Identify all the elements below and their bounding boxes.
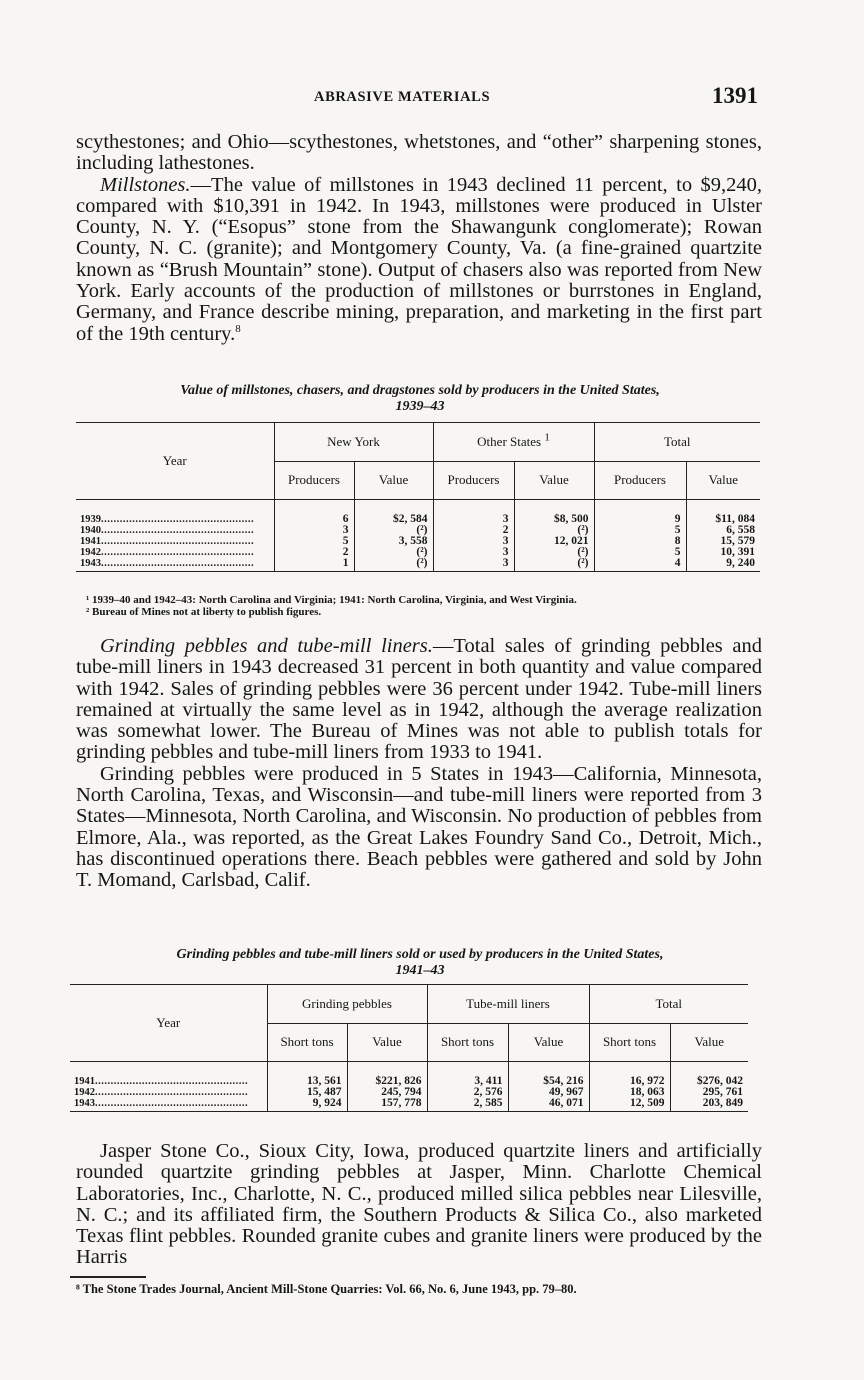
table-2-subheader: Short tons: [589, 1023, 670, 1061]
table-1-year-header: Year: [76, 423, 274, 499]
table-2-group-header: Total: [589, 985, 748, 1023]
paragraph-jasper-stone: Jasper Stone Co., Sioux City, Iowa, produced quartzite liners and artificially rounded quartzite grinding pebbles at Jasper, Minn. Charlotte Chemical Laboratories, Inc., Charlotte, N. C., produced milled silica pebbles near Lilesville, N. C.; and its affiliated firm, the Southern Products & Silica Co., also marketed Texas flint pebbles. Rounded granite cubes and granite liners were produced by the Harris: [76, 1140, 762, 1269]
table-1-caption-line-2: 1939–43: [395, 399, 445, 414]
table-row: 1941................................................. 13, 561 $221, 826 3, 411 $54, 216 16, 972 $276, 042: [70, 1076, 748, 1087]
text-block-top: [76, 132, 762, 345]
table-2-group-header: Grinding pebbles: [267, 985, 427, 1023]
table-1-subheader: Producers: [594, 461, 686, 499]
running-head: ABRASIVE MATERIALS: [314, 89, 491, 105]
table-1-caption: [70, 383, 770, 415]
table-2-year-header: Year: [70, 985, 267, 1061]
text-block-bottom: [76, 1141, 762, 1269]
table-1-group-header: Other States $^1$: [433, 423, 594, 461]
table-row: 1943................................................. 1 (²) 3 (²) 4 9, 240: [76, 558, 760, 572]
table-2-subheader: Short tons: [427, 1023, 508, 1061]
table-1-group-header: Total: [594, 423, 760, 461]
page-number: 1391: [712, 83, 758, 108]
table-2-subheader: Short tons: [267, 1023, 347, 1061]
grinding-pebbles-text: —Total sales of grinding pebbles and tube-mill liners in 1943 decreased 31 percent in both quantity and value compared with 1942. Sales of grinding pebbles were 36 percent under 1942. Tube-mill liners remained at virtually the same level as in 1942, although the average realization was somewhat lower. The Bureau of Mines was not able to publish totals for grinding pebbles and tube-mill liners from 1933 to 1941.: [76, 635, 762, 764]
grinding-pebbles-lead: Grinding pebbles and tube-mill liners.: [100, 635, 433, 657]
millstones-lead: Millstones.: [100, 173, 191, 196]
table-1-footnotes: [86, 594, 766, 618]
table-row: 1941................................................. 5 3, 558 3 12, 021 8 15, 579: [76, 536, 760, 547]
table-row: 1939................................................. 6 $2, 584 3 $8, 500 9 $11, 084: [76, 514, 760, 525]
footnote-8: ⁸ The Stone Trades Journal, Ancient Mill-Stone Quarries: Vol. 66, No. 6, June 1943, pp. 79–80.: [76, 1282, 577, 1296]
table-2-group-header: Tube-mill liners: [427, 985, 589, 1023]
millstones-text: —The value of millstones in 1943 declined 11 percent, to $9,240, compared with $10,391 in 1942. In 1943, millstones were produced in Ulster County, N. Y. (“Esopus” stone from the Shawangunk conglomerate); Rowan County, N. C. (granite); and Montgomery County, Va. (a fine-grained quartzite known as “Brush Mountain” stone). Output of chasers also was reported from New York. Early accounts of the production of millstones or burrstones in England, Germany, and France describe mining, preparation, and marketing in the first part of the 19th century.: [76, 173, 762, 345]
table-1-subheader: Producers: [274, 461, 354, 499]
table-1-group-header: New York: [274, 423, 433, 461]
table-row: 1942................................................. 15, 487 245, 794 2, 576 49, 967 18, 063 295, 761: [70, 1087, 748, 1098]
table-1-subheader: Value: [354, 461, 433, 499]
table-1: [76, 423, 760, 572]
paragraph-states: Grinding pebbles were produced in 5 States in 1943—California, Minnesota, North Carolina, Texas, and Wisconsin—and tube-mill liners were reported from 3 States—Minnesota, North Carolina, and Wisconsin. No production of pebbles from Elmore, Ala., was reported, as the Great Lakes Foundry Sand Co., Detroit, Mich., has discontinued operations there. Beach pebbles were gathered and sold by John T. Momand, Carlsbad, Calif.: [76, 762, 762, 892]
table-2-subheader: Value: [670, 1023, 748, 1061]
table-row: 1943................................................. 9, 924 157, 778 2, 585 46, 071 12, 509 203, 849: [70, 1098, 748, 1112]
footnote-ref-8: 8: [235, 322, 241, 335]
table-1-footnote-1: ¹ 1939–40 and 1942–43: North Carolina and Virginia; 1941: North Carolina, Virginia, and West Virginia.: [86, 594, 577, 606]
paragraph-millstones: [76, 175, 762, 345]
table-2-caption-line-1: Grinding pebbles and tube-mill liners sold or used by producers in the United States,: [176, 947, 664, 962]
paragraph-scythestones: scythestones; and Ohio—scythestones, whetstones, and “other” sharpening stones, including lathestones.: [76, 131, 762, 175]
table-2-subheader: Value: [508, 1023, 589, 1061]
footnote-rule: [70, 1276, 146, 1278]
table-row: 1940................................................. 3 (²) 2 (²) 5 6, 558: [76, 525, 760, 536]
table-1-subheader: Value: [514, 461, 594, 499]
table-2: [70, 985, 748, 1112]
text-block-middle: [76, 636, 762, 892]
table-1-subheader: Value: [686, 461, 760, 499]
table-2-caption: [70, 947, 770, 979]
paragraph-grinding-pebbles: [76, 636, 762, 764]
table-2-caption-line-2: 1941–43: [395, 963, 445, 978]
table-1-footnote-2: ² Bureau of Mines not at liberty to publish figures.: [86, 606, 322, 618]
table-1-caption-line-1: Value of millstones, chasers, and dragstones sold by producers in the United States,: [180, 383, 660, 398]
table-row: 1942................................................. 2 (²) 3 (²) 5 10, 391: [76, 547, 760, 558]
table-2-subheader: Value: [347, 1023, 427, 1061]
table-1-subheader: Producers: [433, 461, 514, 499]
